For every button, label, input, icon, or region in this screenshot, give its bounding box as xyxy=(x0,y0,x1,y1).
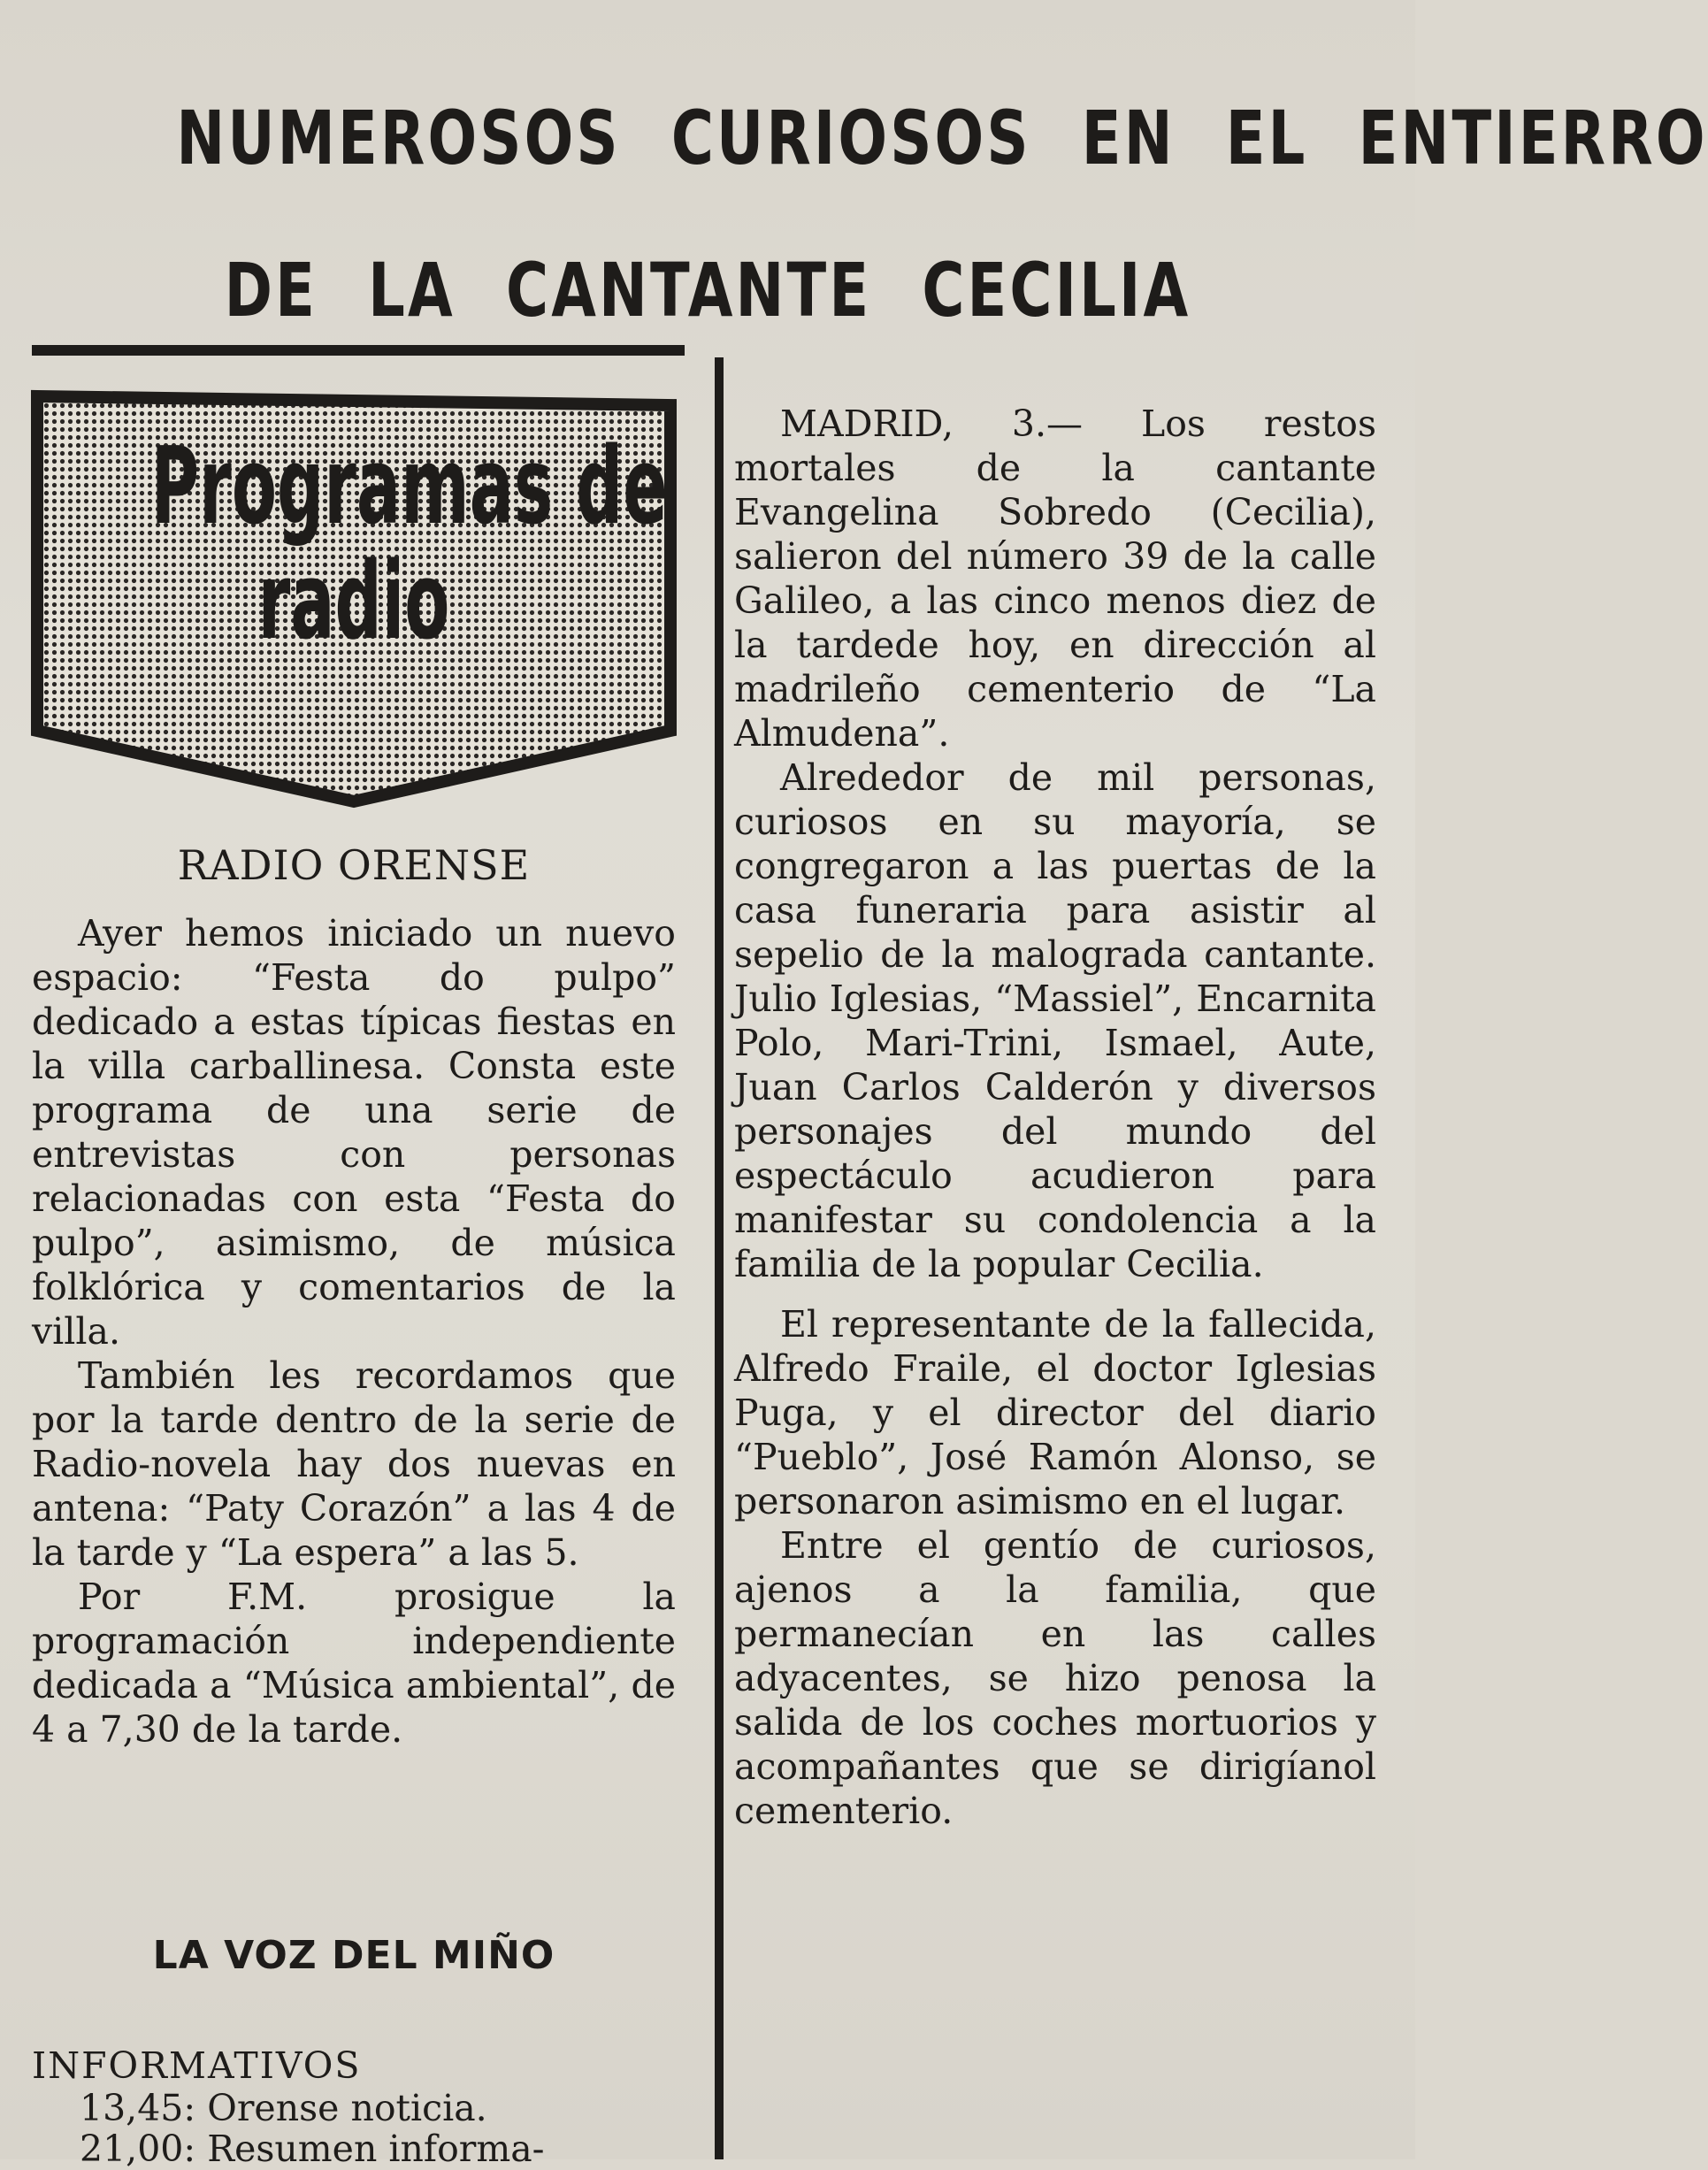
schedule-item: 21,00: Resumen informa- xyxy=(80,2128,545,2170)
logo-text xyxy=(150,426,668,663)
article-paragraph-3: El representante de la fallecida, Alfredo Fraile, el doctor Iglesias Puga, y el director del diario “Pueblo”, José Ramón Alonso, se personaron asimismo en el lugar. xyxy=(734,1303,1376,1522)
schedule-item: 13,45: Orense noticia. xyxy=(80,2087,487,2129)
la-voz-title: LA VOZ DEL MIÑO xyxy=(152,1933,555,1978)
informativos-label: INFORMATIVOS xyxy=(32,2044,362,2087)
headline-line-1: NUMEROSOS CURIOSOS EN EL ENTIERRO xyxy=(176,95,1708,181)
article-paragraph-1: MADRID, 3.— Los restos mortales de la cantante Evangelina Sobredo (Cecilia), salieron del número 39 de la calle Galileo, a las cinco menos diez de la tardede hoy, en dirección al madrileño cementerio de “La Almudena”. xyxy=(734,403,1376,755)
radio-orense-paragraph-1: Ayer hemos iniciado un nuevo espacio: “Festa do pulpo” dedicado a estas típicas fiestas en la villa carballinesa. Consta este programa de una serie de entrevistas con personas relacionadas con esta “Festa do pulpo”, asimismo, de música folklórica y comentarios de la villa. xyxy=(32,912,676,1353)
radio-programs-logo xyxy=(27,386,681,810)
top-rule xyxy=(32,345,685,356)
radio-orense-title: RADIO ORENSE xyxy=(177,841,531,889)
logo-line-2: radio xyxy=(257,541,450,663)
radio-orense-paragraph-3: Por F.M. prosigue la programación independiente dedicada a “Música ambiental”, de 4 a 7,30 de la tarde. xyxy=(32,1576,676,1751)
article-body xyxy=(734,402,1376,1833)
article-paragraph-4: Entre el gentío de curiosos, ajenos a la familia, que permanecían en las calles adyacentes, se hizo penosa la salida de los coches mortuorios y acompañantes que se dirigíanol cementerio. xyxy=(734,1524,1376,1832)
headline xyxy=(176,62,1708,366)
radio-orense-body xyxy=(32,911,676,1752)
column-divider xyxy=(715,357,724,2159)
logo-line-1: Programas de xyxy=(150,426,668,548)
headline-line-2: DE LA CANTANTE CECILIA xyxy=(224,247,1191,334)
radio-orense-paragraph-2: También les recordamos que por la tarde dentro de la serie de Radio-novela hay dos nuevas en antena: “Paty Corazón” a las 4 de la tarde y “La espera” a las 5. xyxy=(32,1354,676,1574)
article-paragraph-2: Alrededor de mil personas, curiosos en su mayoría, se congregaron a las puertas de la casa funeraria para asistir al sepelio de la malograda cantante. Julio Iglesias, “Massiel”, Encarnita Polo, Mari-Trini, Ismael, Aute, Juan Carlos Calderón y diversos personajes del mundo del espectáculo acudieron para manifestar su condolencia a la familia de la popular Cecilia. xyxy=(734,756,1376,1285)
